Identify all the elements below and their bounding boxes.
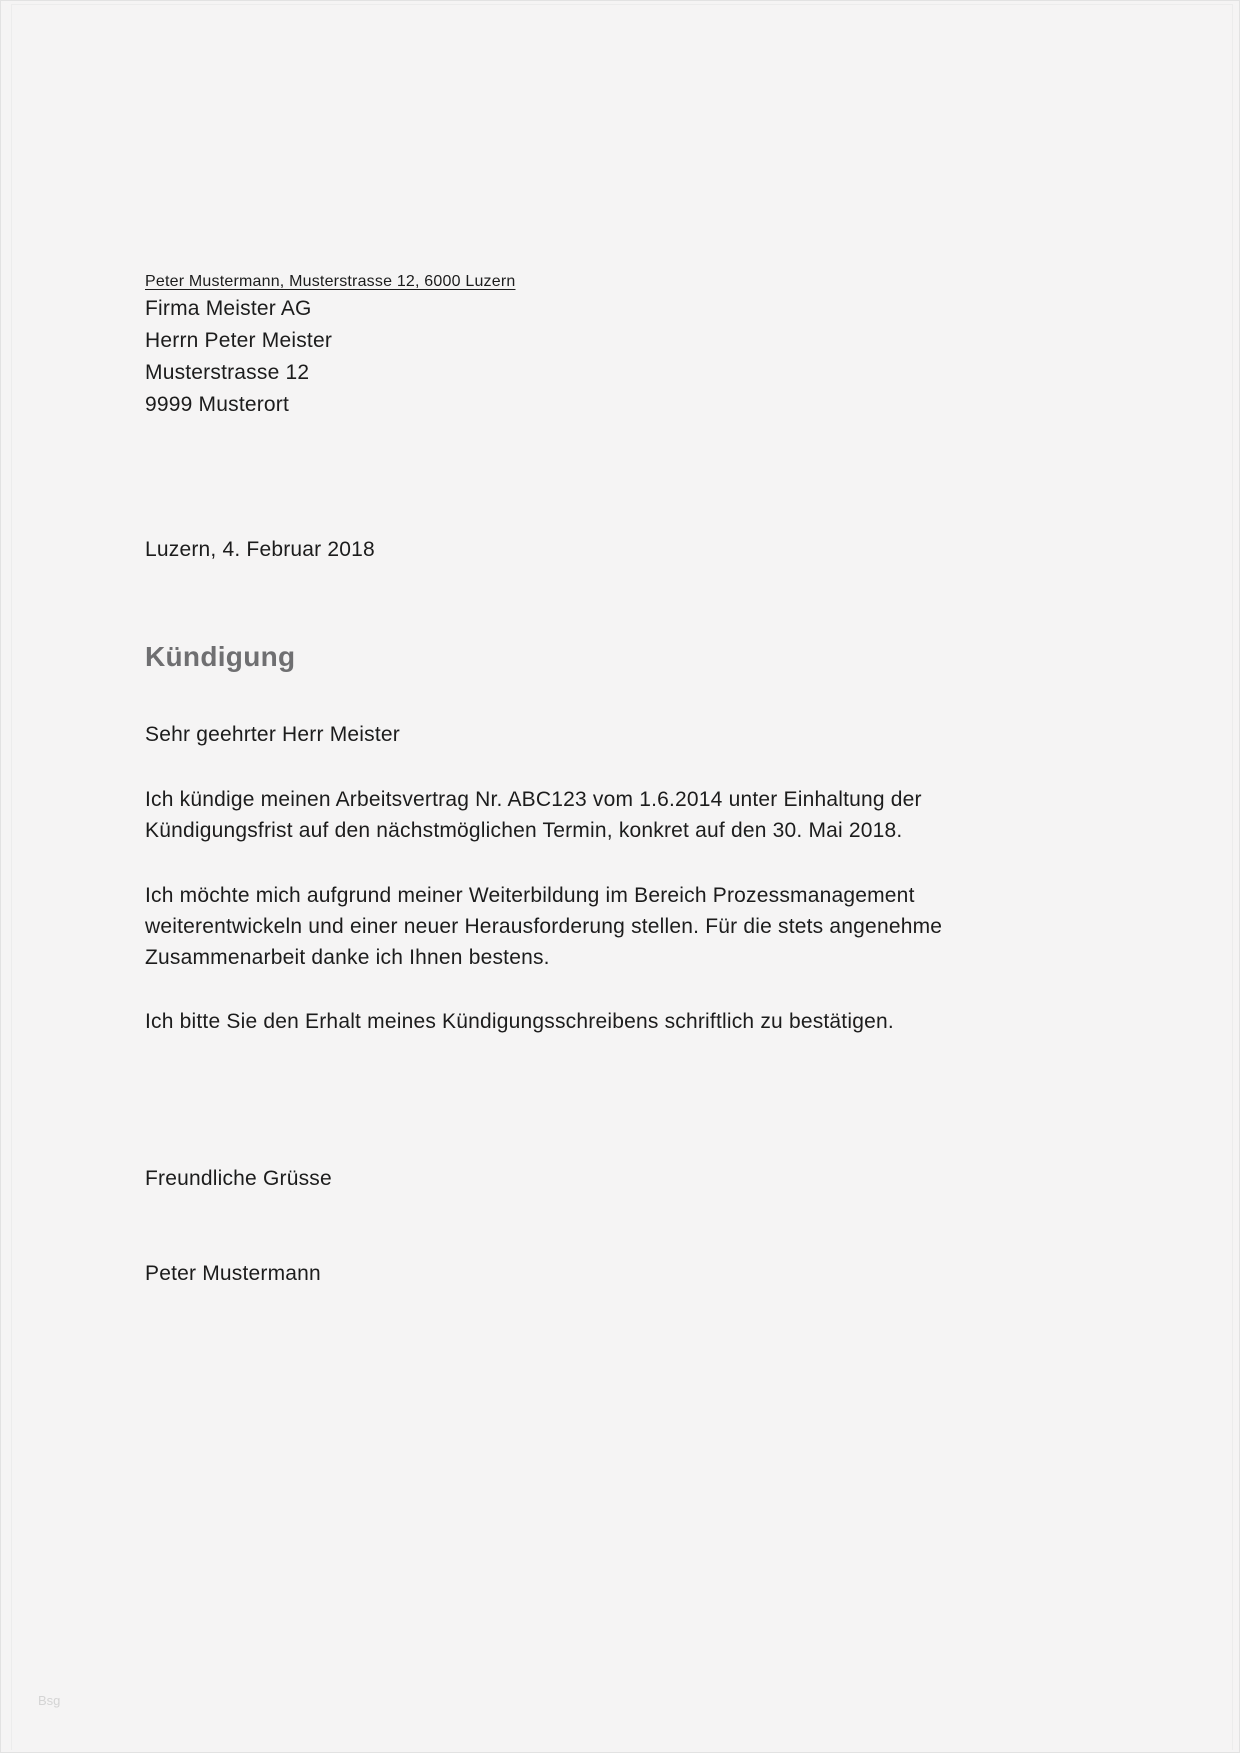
paragraph-line: Ich möchte mich aufgrund meiner Weiterbildung im Bereich Prozessmanagement [145, 884, 915, 907]
subject-heading: Kündigung [145, 641, 296, 672]
paragraph-reason [145, 880, 942, 973]
paragraph-termination [145, 784, 922, 846]
recipient-city: 9999 Musterort [145, 393, 290, 416]
recipient-company: Firma Meister AG [145, 297, 312, 320]
recipient-street: Musterstrasse 12 [145, 361, 310, 384]
paragraph-line: Ich bitte Sie den Erhalt meines Kündigungsschreibens schriftlich zu bestätigen. [145, 1010, 894, 1033]
place-and-date: Luzern, 4. Februar 2018 [145, 538, 375, 561]
paragraph-line: Ich kündige meinen Arbeitsvertrag Nr. ABC123 vom 1.6.2014 unter Einhaltung der [145, 788, 922, 811]
paragraph-line: Zusammenarbeit danke ich Ihnen bestens. [145, 946, 550, 969]
signature-name: Peter Mustermann [145, 1262, 321, 1285]
recipient-address-block [145, 293, 332, 421]
corner-watermark: Bsg [38, 1693, 61, 1708]
paragraph-line: weiterentwickeln und einer neuer Herausforderung stellen. Für die stets angenehme [145, 915, 943, 938]
paragraph-confirmation-request [145, 1006, 894, 1037]
salutation: Sehr geehrter Herr Meister [145, 723, 400, 746]
sender-address-line: Peter Mustermann, Musterstrasse 12, 6000 Luzern [145, 273, 516, 290]
closing-greeting: Freundliche Grüsse [145, 1167, 332, 1190]
paragraph-line: Kündigungsfrist auf den nächstmöglichen Termin, konkret auf den 30. Mai 2018. [145, 819, 903, 842]
recipient-name: Herrn Peter Meister [145, 329, 333, 352]
